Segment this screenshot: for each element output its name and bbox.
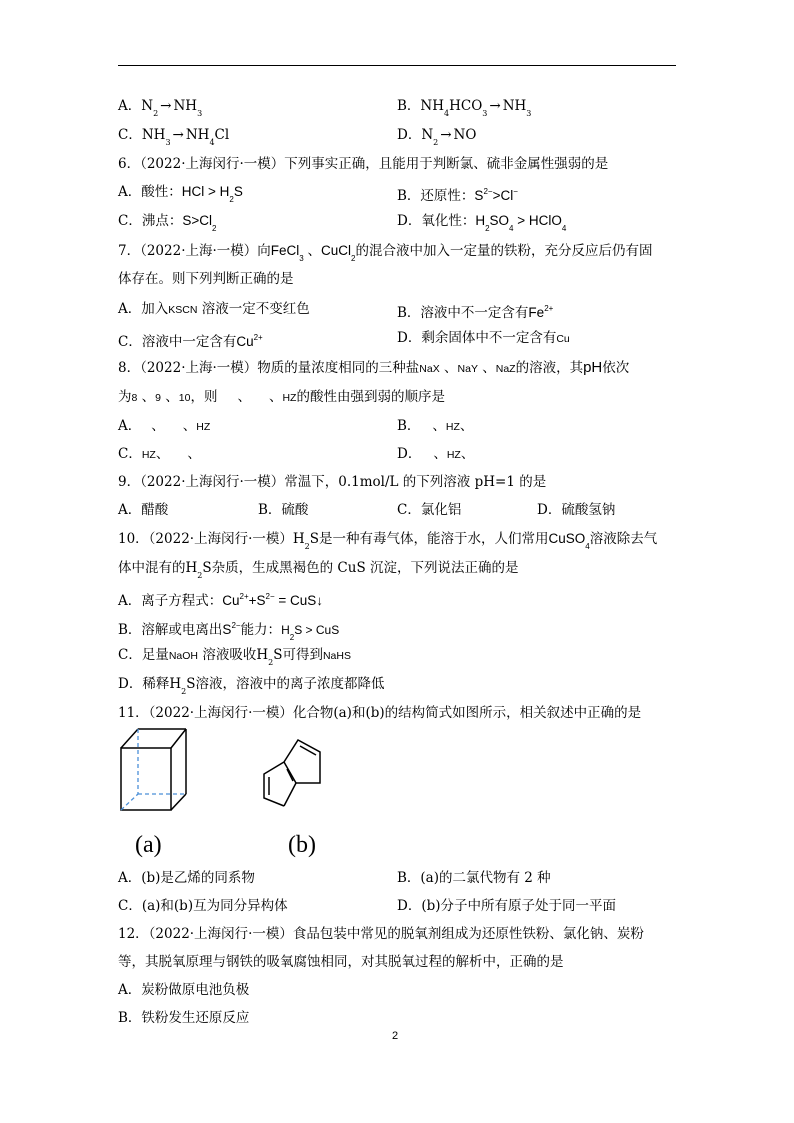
cubane-structure-figure [118, 726, 208, 814]
q6-option-d: D．氧化性：$H_2SO_4$ > HClO$_4$ [397, 213, 567, 233]
stem-text: 为 [118, 389, 132, 405]
stem-text: 8．（2022·上海·一模）物质的量浓度相同的三种盐 [118, 360, 420, 376]
option-text: 溶液一定不变红色 [197, 301, 310, 317]
option-text: D．剩余固体中不一定含有 [397, 330, 557, 346]
option-label: B． [397, 418, 421, 434]
stem-text: 依次 [602, 360, 630, 376]
stem-text: ，则 [190, 389, 218, 405]
stem-text: 溶液除去气 [589, 531, 658, 547]
option-label: C．沸点： [118, 213, 183, 229]
option-text: 溶液，溶液中的离子浓度都降低 [195, 676, 385, 692]
q9-option-d: D．硫酸氢钠 [537, 502, 616, 518]
header-rule [118, 65, 676, 66]
page-number: 2 [392, 1030, 399, 1042]
q9-option-a: A．醋酸 [118, 502, 169, 518]
q9-option-c: C．氯化铝 [397, 502, 462, 518]
option-label: A．离子方程式： [118, 593, 223, 609]
q9-stem: 9．（2022·上海闵行·一模）常温下，0.1mol/L 的下列溶液 pH=1 的是 [118, 474, 547, 490]
option-label: B．溶解或电离出 [118, 622, 223, 638]
q10-option-d: D．稀释$H_2S$溶液，溶液中的离子浓度都降低 [118, 676, 385, 696]
option-label: C． [118, 446, 142, 462]
q7-option-d: D．剩余固体中不一定含有Cu [397, 330, 570, 346]
q6-option-b: B．还原性：$S^{2-}>Cl^-$ [397, 187, 518, 204]
q11-option-a: A．(b)是乙烯的同系物 [118, 870, 255, 886]
option-label: B．还原性： [397, 188, 475, 204]
q10-option-a: A．离子方程式：$Cu^{2+}+S^{2-}$ = CuS↓ [118, 592, 324, 609]
q7-stem-line2: 体存在。则下列判断正确的是 [118, 271, 294, 287]
reagent-name: KSCN [168, 304, 198, 316]
q8-option-a: A． 、 、HZ [118, 418, 211, 434]
q8-option-b: B． 、HZ、 [397, 418, 474, 434]
q11-option-b: B．(a)的二氯代物有 2 种 [397, 870, 551, 886]
option-label: D．稀释 [118, 676, 170, 692]
q10-stem-line1: 10．（2022·上海闵行·一模）$H_2S$是一种有毒气体，能溶于水，人们常用CuSO$_4$溶液除去气 [118, 531, 658, 551]
option-label: B． [397, 98, 421, 114]
stem-text: 的酸性由强到弱的顺序是 [296, 389, 445, 405]
option-text: C．溶液中一定含有 [118, 334, 237, 350]
option-text: 能力： [240, 622, 282, 638]
q12-stem-line1: 12．（2022·上海闵行·一模）食品包装中常见的脱氧剂组成为还原性铁粉、氯化钠、炭粉 [118, 926, 644, 942]
option-label: D． [397, 127, 422, 143]
q8-option-d: D． 、HZ、 [397, 446, 475, 462]
q6-option-a: A．酸性：HCl > $H_2S$ [118, 184, 243, 204]
q7-option-c: C．溶液中一定含有$Cu^{2+}$ [118, 333, 263, 350]
q5-option-a: A．$N_2 \to NH_3$ [118, 98, 203, 118]
figure-a-label: (a) [135, 832, 162, 858]
stem-text: 是一种有毒气体，能溶于水，人们常用 [319, 531, 549, 547]
q5-option-b: B．$NH_4HCO_3 \to NH_3$ [397, 98, 532, 118]
q8-option-c: C．HZ、 、 [118, 446, 201, 462]
q7-stem-line1: 7．（2022·上海·一模）向FeCl$_3$ 、CuCl$_2$的混合液中加入一定量的铁粉，充分反应后仍有固 [118, 243, 653, 263]
stem-text: 的溶液，其 [515, 360, 584, 376]
option-text: B．溶液中不一定含有 [397, 305, 529, 321]
q6-stem: 6．（2022·上海闵行·一模）下列事实正确，且能用于判断氯、硫非金属性强弱的是 [118, 156, 609, 172]
q8-stem-line1: 8．（2022·上海·一模）物质的量浓度相同的三种盐NaX 、NaY 、NaZ的溶液，其pH依次 [118, 359, 630, 376]
q12-option-a: A．炭粉做原电池负极 [118, 982, 250, 998]
q9-option-b: B．硫酸 [258, 502, 309, 518]
q11-stem: 11．（2022·上海闵行·一模）化合物(a)和(b)的结构简式如图所示，相关叙述中正确的是 [118, 705, 642, 721]
q11-option-d: D．(b)分子中所有原子处于同一平面 [397, 898, 616, 914]
stem-text: 7．（2022·上海·一模）向 [118, 243, 271, 259]
q7-option-a [118, 300, 310, 319]
figure-b-label: (b) [288, 832, 316, 858]
option-text: 溶液吸收 [198, 647, 257, 663]
bicyclic-diene-structure-figure [258, 732, 328, 810]
option-label: C． [118, 127, 142, 143]
q10-stem-line2: 体中混有的$H_2S$杂质，生成黑褐色的 CuS 沉淀，下列说法正确的是 [118, 560, 519, 580]
q5-option-c: C．$NH_3 \to NH_4Cl$ [118, 127, 230, 147]
option-label: D．氧化性： [397, 213, 476, 229]
q10-option-c: C．足量NaOH 溶液吸收$H_2S$可得到NaHS [118, 647, 351, 667]
option-label: C．足量 [118, 647, 169, 663]
option-label: A． [118, 98, 142, 114]
q12-stem-line2: 等，其脱氧原理与钢铁的吸氧腐蚀相同，对其脱氧过程的解析中，正确的是 [118, 954, 564, 970]
q8-stem-line2: 为8 、9 、10，则 、 、HZ的酸性由强到弱的顺序是 [118, 389, 445, 405]
stem-text: 体中混有的 [118, 560, 186, 576]
option-label: A． [118, 418, 142, 434]
q12-option-b: B．铁粉发生还原反应 [118, 1010, 250, 1026]
q10-option-b: B．溶解或电离出$S^{2-}$能力：$H_2S$ > CuS [118, 621, 340, 642]
option-label: A．加入 [118, 301, 169, 317]
q7-option-b: B．溶液中不一定含有$Fe^{2+}$ [397, 304, 554, 321]
q5-option-d: D．$N_2$ → NO [397, 127, 477, 147]
option-label: D． [397, 446, 422, 462]
option-label: A．酸性： [118, 184, 182, 200]
option-text: 可得到 [282, 647, 323, 663]
q11-option-c: C．(a)和(b)互为同分异构体 [118, 898, 288, 914]
stem-text: 的混合液中加入一定量的铁粉，充分反应后仍有固 [355, 243, 653, 259]
stem-text: 杂质，生成黑褐色的 CuS 沉淀，下列说法正确的是 [211, 560, 519, 576]
q6-option-c: C．沸点：$S>Cl_2$ [118, 213, 217, 233]
stem-text: 10．（2022·上海闵行·一模） [118, 531, 293, 547]
